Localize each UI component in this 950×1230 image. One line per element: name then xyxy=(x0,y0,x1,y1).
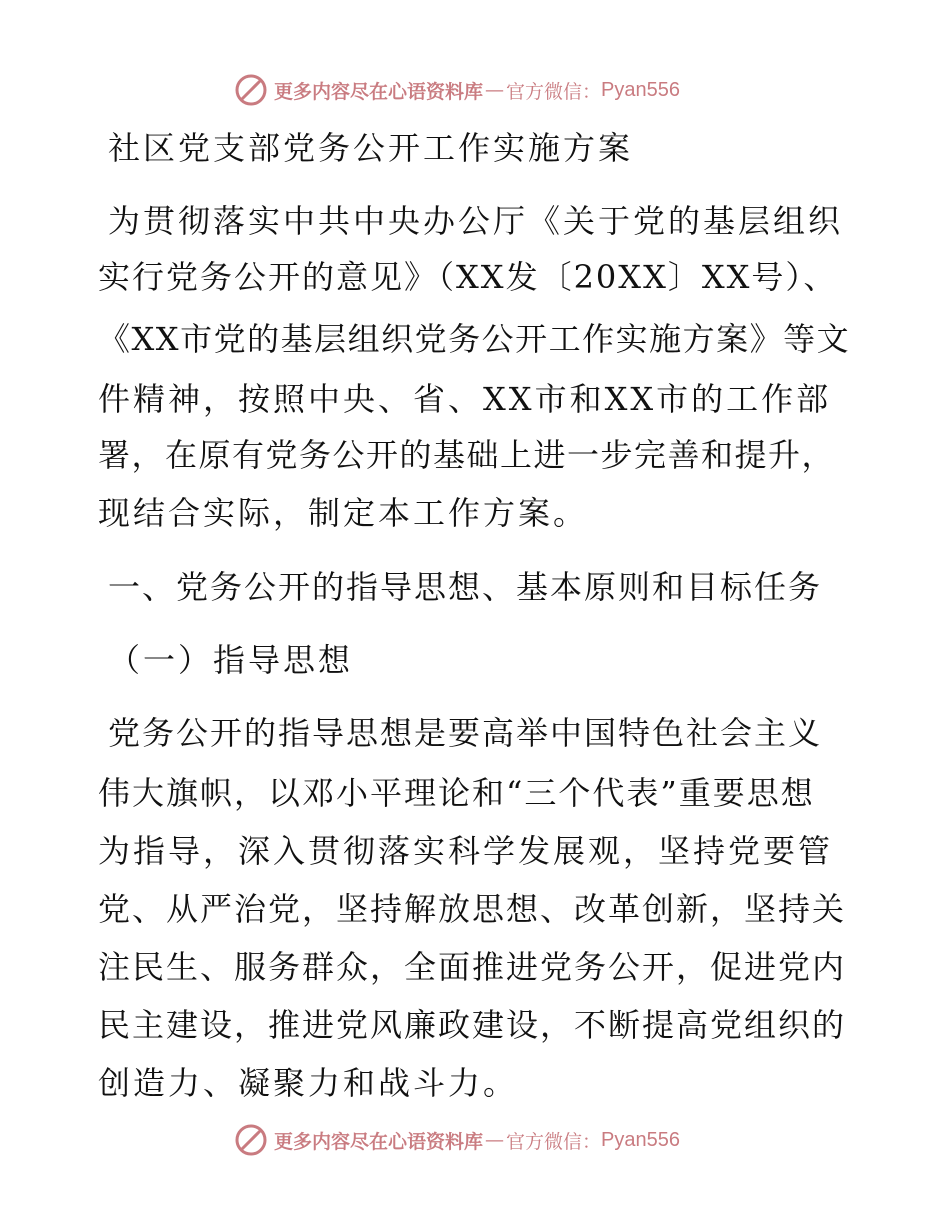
subsection-1-heading: （一）指导思想 xyxy=(108,641,354,679)
quill-logo-icon xyxy=(234,1123,268,1157)
para-1-line-2: 伟大旗帜，以邓小平理论和“三个代表”重要思想 xyxy=(98,774,815,812)
banner-label: 官方微信： xyxy=(506,1130,602,1153)
banner-wechat-id: Pyan556 xyxy=(601,78,680,101)
intro-line-2: 实行党务公开的意见》（XX发〔20XX〕XX号）、 xyxy=(98,258,838,296)
intro-line-6: 现结合实际，制定本工作方案。 xyxy=(98,494,589,532)
banner-main-text: 更多内容尽在心语资料库 xyxy=(274,80,484,103)
intro-line-5: 署，在原有党务公开的基础上进一步完善和提升， xyxy=(98,436,836,474)
intro-line-4: 件精神，按照中央、省、XX市和XX市的工作部 xyxy=(98,380,832,418)
banner-main-text: 更多内容尽在心语资料库 xyxy=(274,1130,484,1153)
para-1-line-5: 注民生、服务群众，全面推进党务公开，促进党内 xyxy=(98,948,847,986)
intro-line-1: 为贯彻落实中共中央办公厅《关于党的基层组织 xyxy=(108,202,844,240)
para-1-line-3: 为指导，深入贯彻落实科学发展观，坚持党要管 xyxy=(98,832,834,870)
section-1-heading: 一、党务公开的指导思想、基本原则和目标任务 xyxy=(108,568,823,606)
banner-dash: — xyxy=(485,79,505,101)
banner-dash: — xyxy=(485,1129,505,1151)
document-title: 社区党支部党务公开工作实施方案 xyxy=(108,129,634,167)
para-1-line-1: 党务公开的指导思想是要高举中国特色社会主义 xyxy=(108,714,823,752)
footer-watermark-banner xyxy=(234,1120,680,1160)
para-1-line-6: 民主建设，推进党风廉政建设，不断提高党组织的 xyxy=(98,1006,847,1044)
quill-logo-icon xyxy=(234,73,268,107)
header-watermark-banner xyxy=(234,70,680,110)
banner-wechat-id: Pyan556 xyxy=(601,1128,680,1151)
para-1-line-4: 党、从严治党，坚持解放思想、改革创新，坚持关 xyxy=(98,890,847,928)
banner-label: 官方微信： xyxy=(506,80,602,103)
para-1-line-7: 创造力、凝聚力和战斗力。 xyxy=(98,1064,519,1102)
intro-line-3: 《XX市党的基层组织党务公开工作实施方案》等文 xyxy=(98,320,851,358)
